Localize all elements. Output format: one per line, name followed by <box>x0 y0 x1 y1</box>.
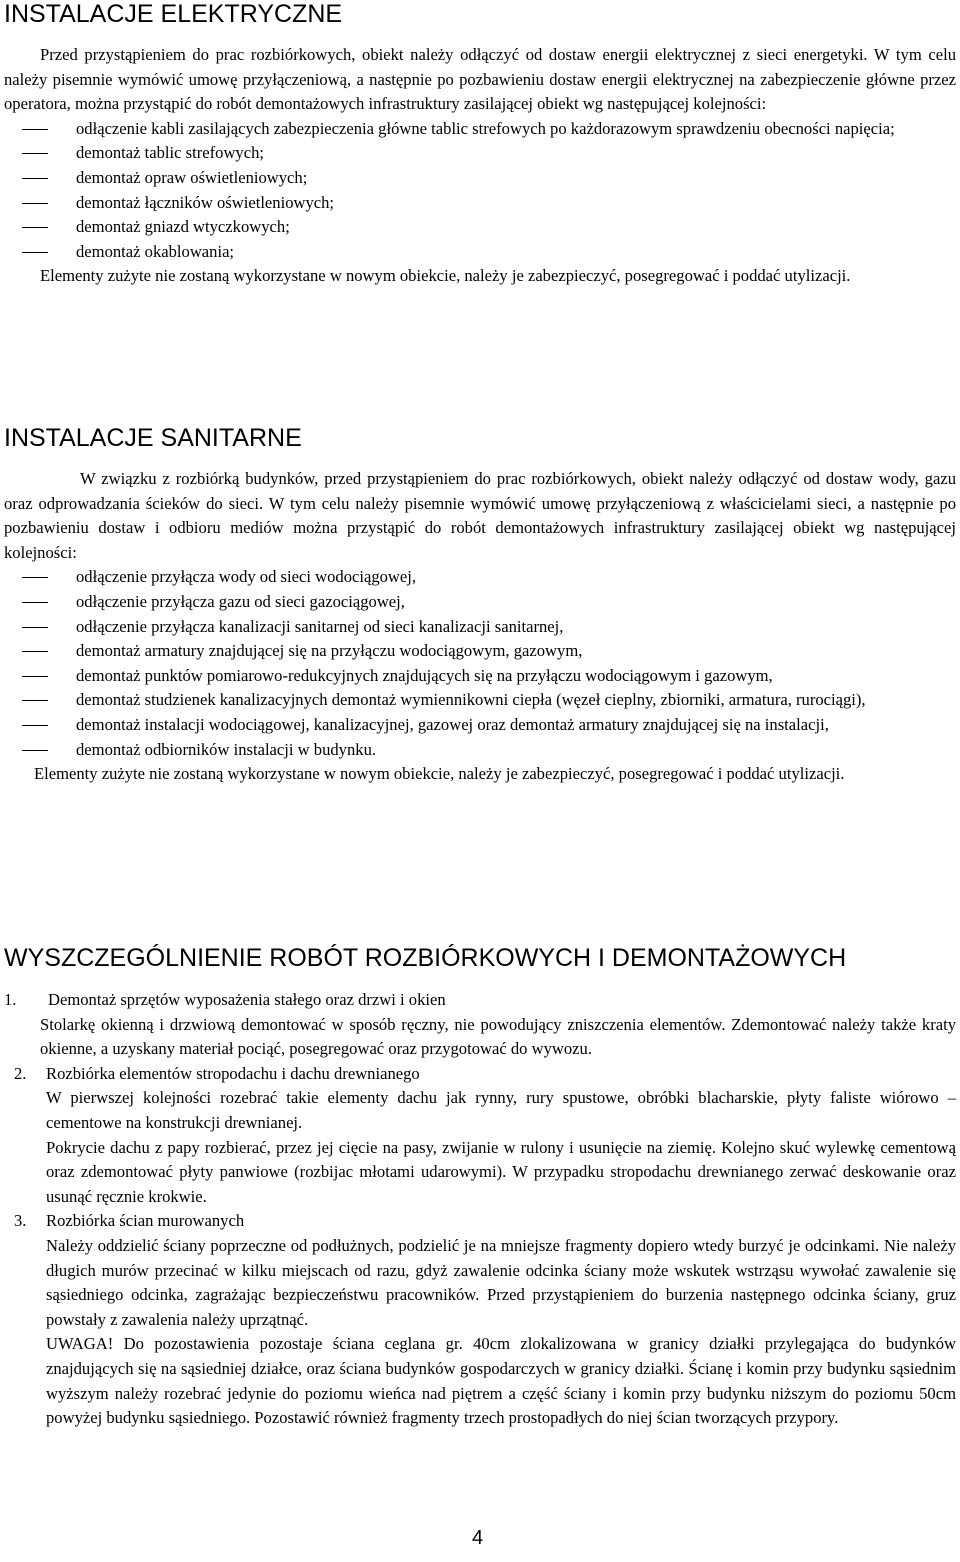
demolition-item-3 <box>4 1209 956 1430</box>
sanitary-closing: Elementy zużyte nie zostaną wykorzystane w nowym obiekcie, należy je zabezpieczyć, posegregować i poddać utylizacji. <box>34 764 845 784</box>
page-number: 4 <box>472 1527 484 1549</box>
item-paragraph: W pierwszej kolejności rozebrać takie elementy dachu jak rynny, rury spustowe, obróbki blacharskie, płyty faliste wiórowo – cementowe na konstrukcji drewnianej. <box>46 1088 956 1132</box>
item-paragraph: Należy oddzielić ściany poprzeczne od podłużnych, podzielić je na mniejsze fragmenty dopiero wtedy burzyć je odcinkami. Nie należy długich murów przecinać w kilku miejscach od razu, gdyż zawalenie odcinka ściany może wskutek wstrząsu wywołać zawalenie się sąsiedniego odcinka, zagrażając bezpieczeństwu pracowników. Przed przystąpieniem do burzenia następnego odcinka ściany, gruz powstały z zawalenia należy uprzątnąć. <box>46 1235 956 1329</box>
dash-bullet <box>22 627 48 628</box>
item-paragraph: UWAGA! Do pozostawienia pozostaje ściana ceglana gr. 40cm zlokalizowana w granicy działki przylegająca do budynków znajdujących się na sąsiedniej działce, oraz ściana budynków gospodarczych w granicy działki. Ścianę i komin przy budynku sąsiednim wyższym należy rozebrać jedynie do poziomu wieńca nad piętrem a część ściany i komin przy budynku niższym do poziomu 50cm powyżej budynku sąsiedniego. Pozostawić również fragmenty trzech prostopadłych do niej ścian tworzących przypory. <box>46 1334 956 1428</box>
list-item: demontaż gniazd wtyczkowych; <box>4 215 956 240</box>
list-item: odłączenie przyłącza kanalizacji sanitarnej od sieci kanalizacji sanitarnej, <box>4 615 956 640</box>
dash-bullet <box>22 700 48 701</box>
sanitary-intro: W związku z rozbiórką budynków, przed przystąpieniem do prac rozbiórkowych, obiekt należy odłączyć od dostaw wody, gazu oraz odprowadzania ścieków do sieci. W tym celu należy pisemnie wymówić umowę przyłączeniową z właścicielami sieci, a następnie po pozbawieniu dostaw i odbioru mediów można przystąpić do robót demontażowych infrastruktury zasilającej obiekt wg następującej kolejności: <box>4 469 956 562</box>
section-sanitary <box>4 424 956 787</box>
dash-bullet <box>22 129 48 130</box>
sanitary-list <box>4 565 956 762</box>
heading-electric: INSTALACJE ELEKTRYCZNE <box>4 0 343 28</box>
section-demolition <box>4 944 956 1431</box>
dash-bullet <box>22 676 48 677</box>
list-item: demontaż łączników oświetleniowych; <box>4 191 956 216</box>
list-item: demontaż tablic strefowych; <box>4 141 956 166</box>
list-item: demontaż odbiorników instalacji w budynku. <box>4 738 956 763</box>
dash-bullet <box>22 203 48 204</box>
item-title: Demontaż sprzętów wyposażenia stałego oraz drzwi i okien <box>48 990 446 1009</box>
electric-list <box>4 117 956 265</box>
list-item: demontaż okablowania; <box>4 240 956 265</box>
section-electric <box>4 0 956 289</box>
item-title: Rozbiórka ścian murowanych <box>46 1211 245 1231</box>
dash-bullet <box>22 602 48 603</box>
item-title: Rozbiórka elementów stropodachu i dachu drewnianego <box>46 1063 420 1083</box>
item-paragraph: Stolarkę okienną i drzwiową demontować w sposób ręczny, nie powodujący zniszczenia elementów. Zdemontować należy także kraty okienne, a uzyskany materiał pociąć, posegregować oraz przygotować do wywozu. <box>40 1014 956 1059</box>
dash-bullet <box>22 651 48 652</box>
electric-intro: Przed przystąpieniem do prac rozbiórkowych, obiekt należy odłączyć od dostaw energii elektrycznej z sieci energetyki. W tym celu należy pisemnie wymówić umowę przyłączeniową, a następnie po pozbawieniu dostaw energii elektrycznej na zabezpieczenie główne przez operatora, można przystąpić do robót demontażowych infrastruktury zasilającej obiekt wg następującej kolejności: <box>4 45 956 114</box>
list-item: demontaż opraw oświetleniowych; <box>4 166 956 191</box>
list-item: odłączenie kabli zasilających zabezpieczenia główne tablic strefowych po każdorazowym sprawdzeniu obecności napięcia; <box>4 117 956 142</box>
item-paragraph: Pokrycie dachu z papy rozbierać, przez jej cięcie na pasy, zwijanie w rulony i usunięcie na ziemię. Kolejno skuć wylewkę cementową oraz zdemontować płyty panwiowe (rozbijac młotami udarowymi). W przypadku stropodachu drewnianego zerwać deskowanie oraz usunąć ręcznie krokwie. <box>46 1137 956 1206</box>
demolition-item-1 <box>4 988 956 1062</box>
dash-bullet <box>22 750 48 751</box>
heading-sanitary: INSTALACJE SANITARNE <box>4 424 302 452</box>
dash-bullet <box>22 725 48 726</box>
list-item: odłączenie przyłącza gazu od sieci gazociągowej, <box>4 590 956 615</box>
dash-bullet <box>22 227 48 228</box>
dash-bullet <box>22 178 48 179</box>
heading-demolition: WYSZCZEGÓLNIENIE ROBÓT ROZBIÓRKOWYCH I DEMONTAŻOWYCH <box>4 944 847 972</box>
item-number: 2. <box>14 1063 27 1083</box>
electric-closing: Elementy zużyte nie zostaną wykorzystane w nowym obiekcie, należy je zabezpieczyć, posegregować i poddać utylizacji. <box>40 266 851 286</box>
item-number: 3. <box>14 1211 27 1231</box>
demolition-item-2 <box>4 1062 956 1210</box>
list-item: demontaż instalacji wodociągowej, kanalizacyjnej, gazowej oraz demontaż armatury znajdującej się na instalacji, <box>4 713 956 738</box>
dash-bullet <box>22 252 48 253</box>
item-number: 1. <box>4 990 17 1009</box>
list-item: demontaż punktów pomiarowo-redukcyjnych znajdujących się na przyłączu wodociągowym i gazowym, <box>4 664 956 689</box>
list-item: demontaż armatury znajdującej się na przyłączu wodociągowym, gazowym, <box>4 639 956 664</box>
dash-bullet <box>22 153 48 154</box>
list-item: demontaż studzienek kanalizacyjnych demontaż wymiennikowni ciepła (węzeł cieplny, zbiorniki, armatura, rurociągi), <box>4 688 956 713</box>
dash-bullet <box>22 577 48 578</box>
list-item: odłączenie przyłącza wody od sieci wodociągowej, <box>4 565 956 590</box>
